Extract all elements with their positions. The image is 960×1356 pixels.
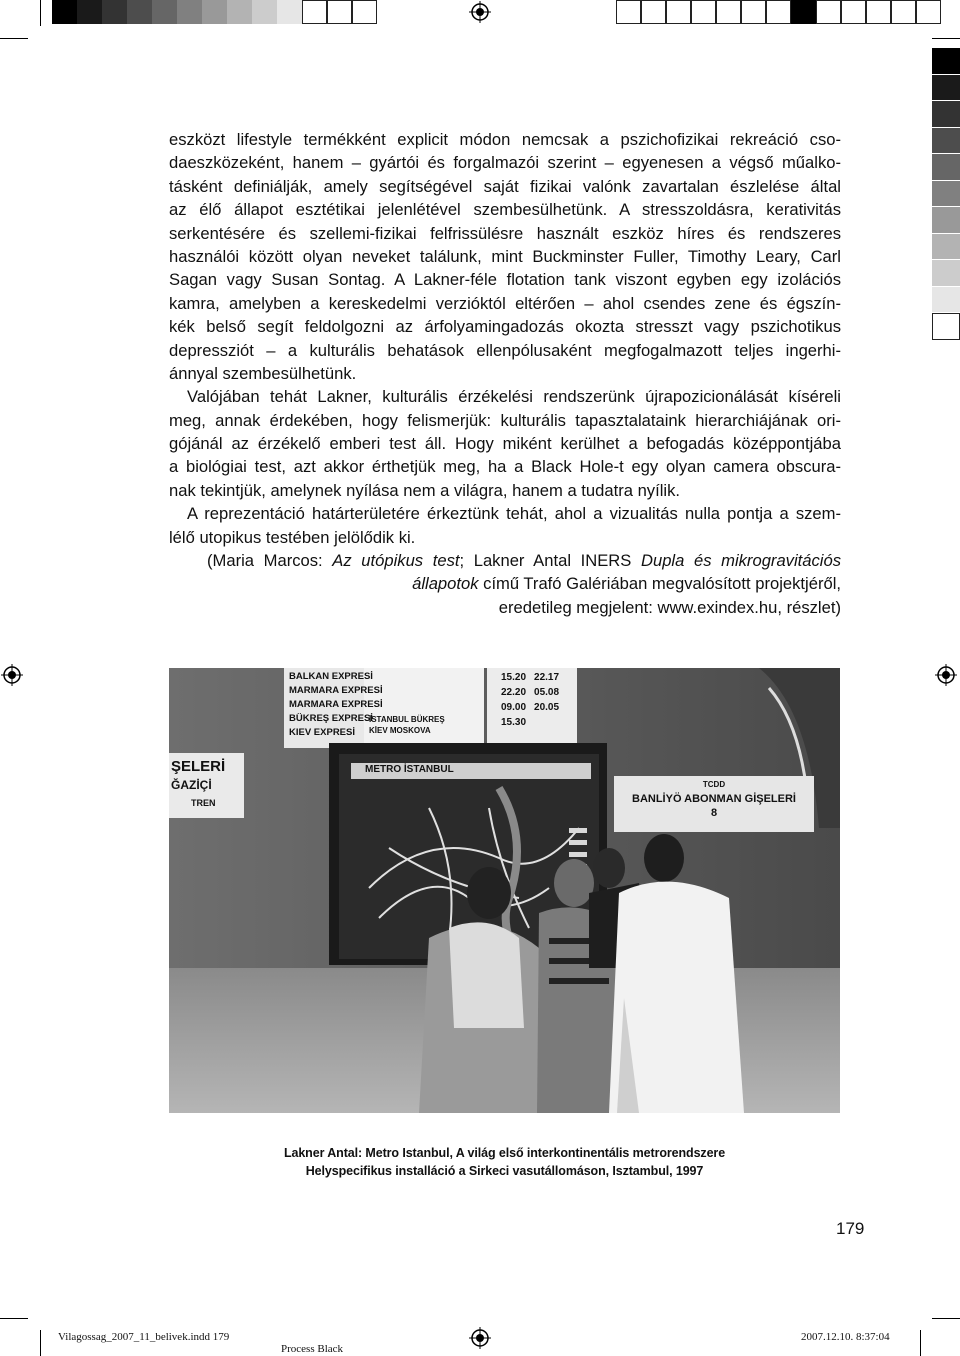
photo-sign-mid-destinations: İSTANBUL BÜKREŞ KİEV MOSKOVA (369, 715, 445, 735)
photo-board-title: METRO İSTANBUL (365, 764, 454, 775)
text-line: ánnyal szembesülhetünk. (169, 363, 357, 383)
trim-mark (932, 1318, 960, 1319)
text-line: Valójában tehát Lakner, kulturális érzékelési rendszerünk újrapozicionálását kíséreli (187, 387, 841, 407)
article-body (169, 128, 841, 619)
registration-mark-icon (935, 664, 957, 686)
photo-metro-istanbul (169, 668, 840, 1113)
text-line: használói között olyan neveket találunk, mint Buckminster Fuller, Timothy Leary, Carl (169, 246, 841, 266)
text-line: gójánál az érzékelő emberi test áll. Hogy miként kerülhet a befogadás középpontjába (169, 434, 841, 454)
text-line: A reprezentáció határterületére érkeztünk tehát, ahol a vizualitás nulla pontja a szem- (187, 504, 841, 524)
registration-mark-icon (469, 1, 491, 23)
text-line: Sagan vagy Susan Sontag. A Lakner-féle flotation tank viszont egyben egy izolációs (169, 270, 841, 290)
photo-sign-right: TCDD BANLİYÖ ABONMAN GİŞELERİ 8 (632, 780, 796, 819)
page-number: 179 (836, 1219, 865, 1238)
trim-mark (0, 1318, 28, 1319)
photo-caption-line-2: Helyspecifikus installáció a Sirkeci vasutállomáson, Isztambul, 1997 (305, 1164, 704, 1178)
text-line: kék belső segít feldolgozni az árfolyamingadozás okozta stresszt vagy pszichotikus (169, 317, 841, 337)
text-line: serkentésére és szellemi-fizikai felfrissülésre használt eszköz híres és rendszeres (169, 223, 841, 243)
slug-datetime: 2007.12.10. 8:37:04 (801, 1331, 890, 1343)
slug-process-color: Process Black (281, 1343, 344, 1355)
text-line: meg, annak érdekében, hogy felismerjük: kulturális tapasztalataink hierarchiájának ori- (169, 410, 841, 430)
color-bar-top-right (616, 0, 941, 24)
text-line: nak tekintjük, amelynek nyílása nem a világra, hanem a tudatra nyílik. (169, 480, 680, 500)
citation-line: állapotok című Trafó Galériában megvalósított projektjéről, (412, 574, 841, 594)
text-line: az élő állapot esztétikai jelenlétével szembesülhetünk. A stresszoldásra, kerativitás (169, 200, 841, 220)
color-bar-right (932, 48, 960, 340)
registration-mark-icon (1, 664, 23, 686)
citation-line: eredetileg megjelent: www.exindex.hu, részlet) (498, 597, 841, 617)
text-line: a biológiai test, azt akkor érthetjük meg, ha a Black Hole-t egy olyan camera obscura- (169, 457, 841, 477)
text-line: depressziót – a kulturális behatások ellenpólusaként megfogalmazott teljes ingerhi- (169, 340, 841, 360)
trim-mark (40, 0, 41, 26)
trim-mark (40, 1330, 41, 1356)
text-line: tásként definiálják, amely segítségével saját fizikai valónk zavartalan észlelése által (169, 176, 841, 196)
text-line: daeszközeként, hanem – gyártói és forgalmazói szerint – egyenesen a végső műalko- (169, 153, 841, 173)
text-line: eszközt lifestyle termékként explicit módon nemcsak a pszichofizikai rekreáció cso- (169, 130, 841, 149)
photo-caption-line-1: Lakner Antal: Metro Istanbul, A világ első interkontinentális metrorendszere (283, 1146, 726, 1160)
photo-sign-left: ŞELERİ ĞAZİÇİ TREN (171, 758, 226, 808)
text-line: kamra, amelyben a kereskedelmi verzióktól eltérően – ahol csendes zene és égszín- (169, 293, 841, 313)
color-bar-top-left (52, 0, 377, 24)
trim-mark (920, 1330, 921, 1356)
registration-mark-icon (469, 1327, 491, 1349)
text-line: lélő utopikus testében jelölődik ki. (169, 527, 416, 547)
photo-sign-times: 15.20 22.17 22.20 05.08 09.00 20.05 15.30 (501, 672, 560, 728)
slug-filename: Vilagossag_2007_11_belivek.indd 179 (58, 1331, 230, 1343)
trim-mark (0, 38, 28, 39)
trim-mark (932, 38, 960, 39)
photo-sign-left-destinations: BALKAN EXPRESİ MARMARA EXPRESİ MARMARA EXPRESİ BÜKREŞ EXPRESİ KIEV EXPRESİ (289, 671, 383, 738)
citation-line: (Maria Marcos: Az utópikus test; Lakner Antal INERS Dupla és mikrogravitációs (207, 551, 842, 571)
